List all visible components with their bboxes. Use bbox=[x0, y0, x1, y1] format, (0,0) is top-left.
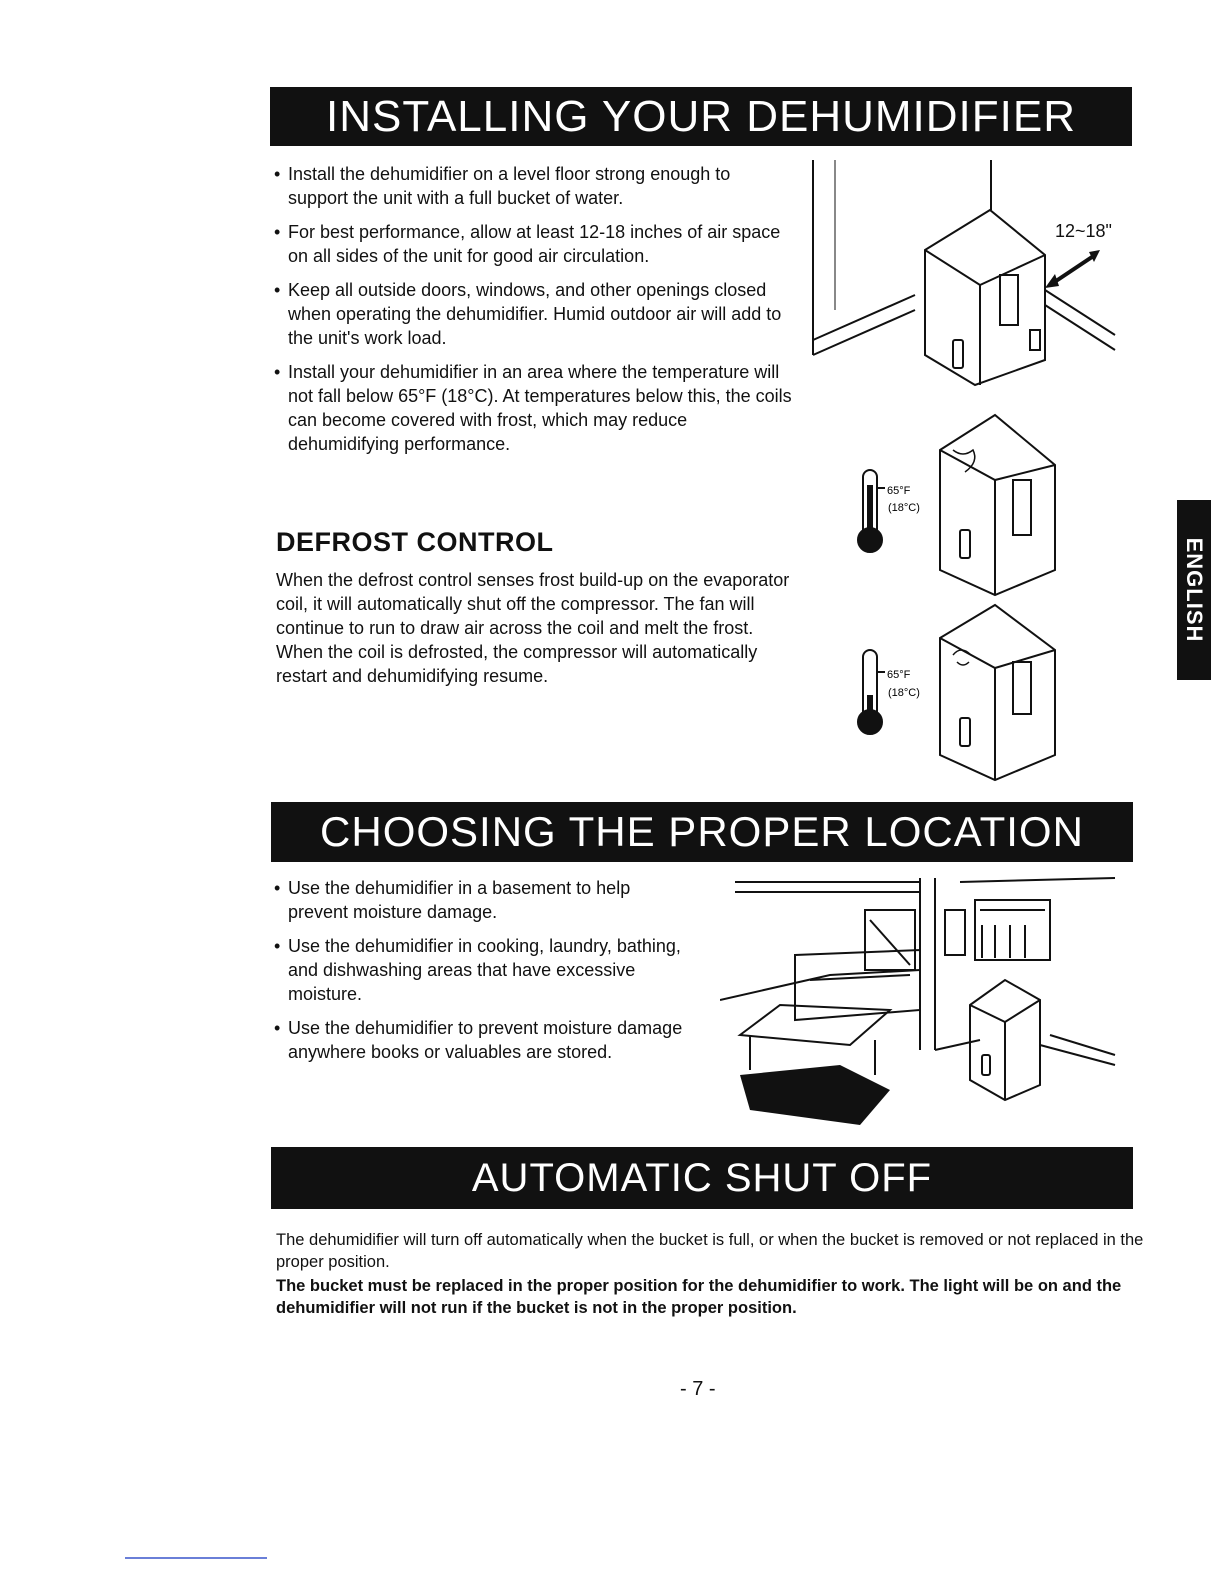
defrost-heading: DEFROST CONTROL bbox=[276, 527, 554, 557]
list-item: • For best performance, allow at least 12-18 inches of air space on all sides of the unit for good air circulation. bbox=[274, 220, 794, 268]
list-item: • Use the dehumidifier in cooking, laundry, bathing, and dishwashing areas that have excessive moisture. bbox=[274, 934, 694, 1006]
footer-rule bbox=[125, 1557, 267, 1559]
page-number: - 7 - bbox=[680, 1378, 716, 1400]
defrost-paragraph: When the defrost control senses frost build-up on the evaporator coil, it will automatically shut off the compressor. The fan will continue to run to draw air across the coil and melt the frost. When the coil is defrosted, the compressor will automatically restart and dehumidifying resume. bbox=[276, 570, 790, 686]
warm-unit-illustration bbox=[855, 600, 1075, 785]
list-item: • Install your dehumidifier in an area where the temperature will not fall below 65°F (18°C). At temperatures below this, the coils can become covered with frost, which may reduce dehumidifying performance. bbox=[274, 360, 794, 456]
shutoff-warning: The bucket must be replaced in the proper position for the dehumidifier to work. The light will be on and the dehumidifier will not run if the bucket is not in the proper position. bbox=[276, 1277, 1122, 1317]
section-banner-shutoff bbox=[271, 1147, 1133, 1209]
room-illustration bbox=[720, 870, 1125, 1135]
section-banner-location bbox=[271, 802, 1133, 862]
cold-unit-illustration bbox=[855, 410, 1075, 610]
list-item: • Use the dehumidifier to prevent moisture damage anywhere books or valuables are stored. bbox=[274, 1016, 694, 1064]
section-banner-installing bbox=[270, 87, 1132, 146]
language-label: ENGLISH bbox=[1182, 537, 1207, 643]
list-item: • Install the dehumidifier on a level floor strong enough to support the unit with a full bucket of water. bbox=[274, 162, 794, 210]
section-title-shutoff: AUTOMATIC SHUT OFF bbox=[471, 1156, 933, 1200]
location-bullet-list bbox=[274, 876, 694, 1074]
thermometer-c-label: (18°C) bbox=[888, 502, 920, 514]
clearance-illustration bbox=[805, 160, 1125, 400]
language-side-tab bbox=[1177, 500, 1211, 680]
clearance-label: 12~18" bbox=[1055, 221, 1112, 241]
section-title-location: CHOOSING THE PROPER LOCATION bbox=[320, 808, 1084, 855]
thermometer-f-label: 65°F bbox=[887, 669, 911, 681]
list-item: • Use the dehumidifier in a basement to help prevent moisture damage. bbox=[274, 876, 694, 924]
list-item: • Keep all outside doors, windows, and other openings closed when operating the dehumidifier. Humid outdoor air will add to the unit's work load. bbox=[274, 278, 794, 350]
install-bullet-list bbox=[274, 162, 794, 466]
section-title-installing: INSTALLING YOUR DEHUMIDIFIER bbox=[325, 92, 1077, 141]
thermometer-c-label: (18°C) bbox=[888, 687, 920, 699]
shutoff-paragraph: The dehumidifier will turn off automatically when the bucket is full, or when the bucket is removed or not replaced in the proper position. bbox=[276, 1231, 1144, 1271]
thermometer-f-label: 65°F bbox=[887, 485, 911, 497]
